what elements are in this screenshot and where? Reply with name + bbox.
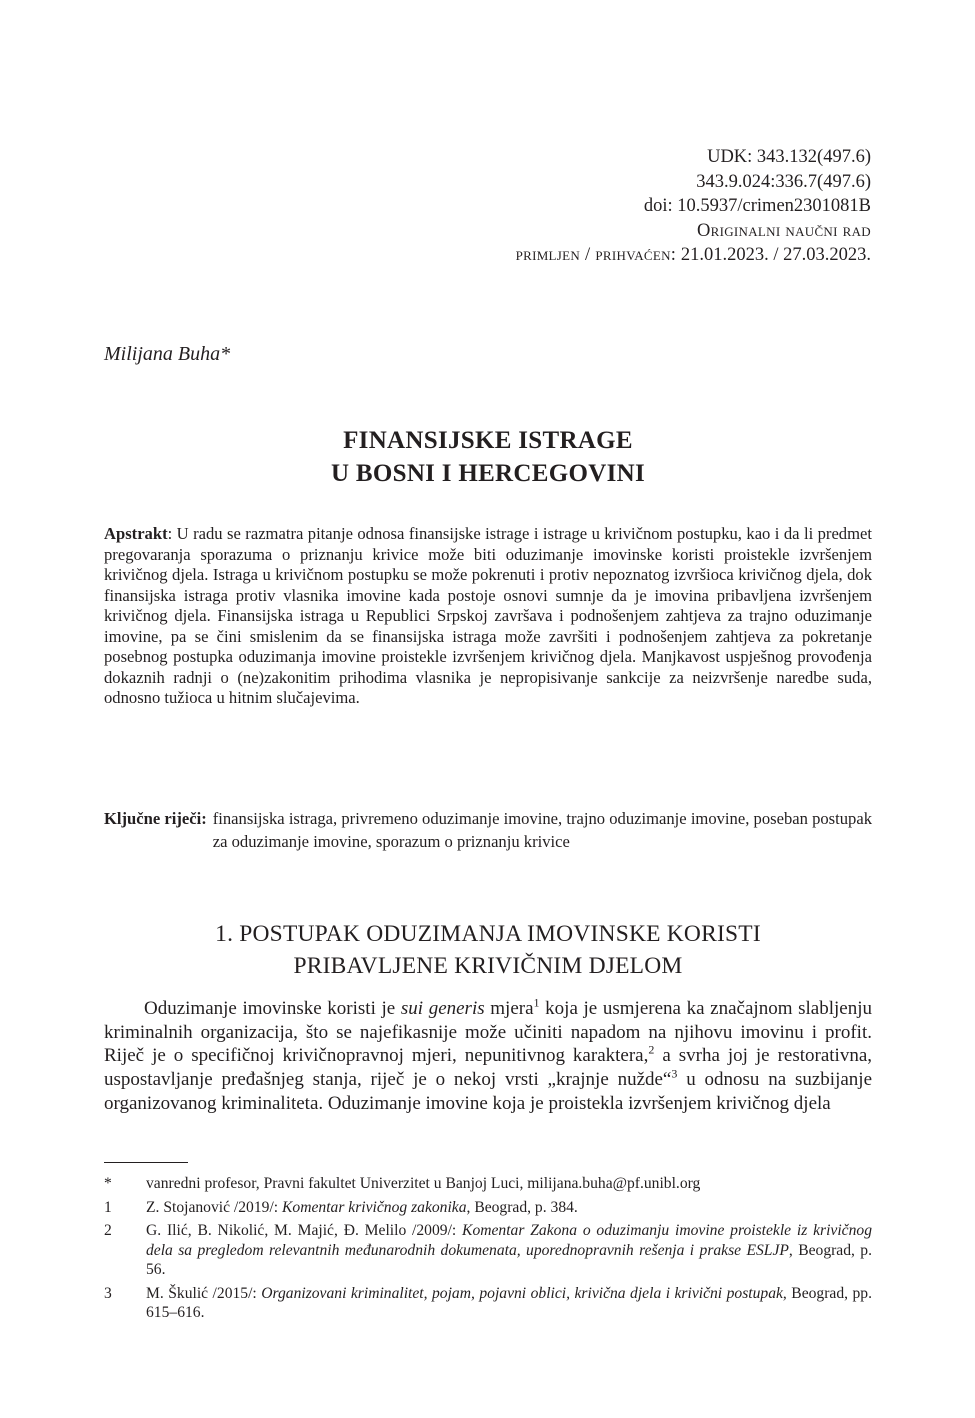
keywords bbox=[104, 807, 872, 853]
footnotes bbox=[104, 1174, 872, 1327]
udk-line-2: 343.9.024:336.7(497.6) bbox=[696, 171, 871, 192]
title-line-1: FINANSIJSKE ISTRAGE bbox=[343, 427, 633, 454]
footnote-3 bbox=[104, 1284, 872, 1323]
abstract-label: Apstrakt bbox=[104, 524, 168, 543]
footnote-1 bbox=[104, 1198, 872, 1218]
footnote-citation: Z. Stojanović /2019/: bbox=[146, 1198, 283, 1216]
author-footnote-mark: * bbox=[220, 343, 231, 365]
footnote-mark: 2 bbox=[104, 1222, 112, 1239]
body-text-segment: u odnosu na suzbijanje organizovanog kriminaliteta. Oduzimanje imovine koja je proistekla izvršenjem krivičnog djela bbox=[104, 1069, 873, 1114]
body-paragraph bbox=[104, 997, 872, 1116]
udk-line-1: UDK: 343.132(497.6) bbox=[707, 147, 871, 167]
paper-title bbox=[104, 424, 872, 490]
article-type: Originalni naučni rad bbox=[696, 220, 871, 241]
section-heading-line-2: PRIBAVLJENE KRIVIČNIM DJELOM bbox=[293, 953, 683, 979]
received-label: primljen / prihvaćen: bbox=[515, 245, 677, 265]
section-heading-line-1: 1. POSTUPAK ODUZIMANJA IMOVINSKE KORISTI bbox=[215, 921, 761, 947]
footnote-citation: , Beograd, pp. 615–616. bbox=[146, 1284, 872, 1321]
footnote-divider bbox=[104, 1162, 188, 1163]
footnote-mark: * bbox=[104, 1175, 112, 1192]
author-name: Milijana Buha bbox=[104, 343, 221, 365]
footnote-ref-1[interactable]: 1 bbox=[533, 995, 540, 1010]
body-text-segment: a svrha joj je restorativna, uspostavljanje pređašnjeg stanja, riječ je o nekoj vrsti „krajnje nužde“ bbox=[104, 1045, 873, 1091]
body-text-segment: Oduzimanje imovinske koristi je bbox=[144, 998, 401, 1019]
footnote-ref-2[interactable]: 2 bbox=[648, 1043, 655, 1058]
footnote-text bbox=[146, 1198, 872, 1218]
body-text-segment: mjera bbox=[484, 998, 534, 1019]
footnote-citation: G. Ilić, B. Nikolić, M. Majić, Đ. Melilo /2009/: bbox=[146, 1222, 463, 1239]
footnote-work-title: Organizovani kriminalitet, pojam, pojavni oblici, krivična djela i krivični postupak bbox=[261, 1284, 783, 1302]
footnote-text bbox=[146, 1221, 872, 1280]
keywords-label: Ključne riječi: bbox=[104, 809, 207, 828]
footnote-text: vanredni profesor, Pravni fakultet Univerzitet u Banjoj Luci, milijana.buha@pf.unibl.org bbox=[146, 1175, 701, 1192]
keywords-text: finansijska istraga, privremeno oduzimanje imovine, trajno oduzimanje imovine, poseban postupak za oduzimanje imovine, sporazum o priznanju krivice bbox=[212, 809, 872, 851]
footnote-citation: , Beograd, p. 56. bbox=[146, 1241, 872, 1278]
footnote-citation: M. Škulić /2015/: bbox=[146, 1284, 262, 1302]
body-italic-term: sui generis bbox=[400, 998, 485, 1019]
footnote-work-title: Komentar Zakona o oduzimanju imovine proistekle iz krivičnog dela sa pregledom relevantnih međunarodnih dokumenata, uporednopravnih rešenja i prakse ESLJP bbox=[146, 1222, 872, 1259]
footnote-text bbox=[146, 1284, 872, 1323]
received-accepted-line bbox=[516, 243, 871, 268]
footnote-author bbox=[104, 1174, 872, 1194]
body-text-segment: koja je usmjerena ka značajnom slabljenju kriminalnih organizacija, što se najefikasnije može učiniti napadom na njihovu imovinu i profit. Riječ je o specifičnoj krivičnopravnoj mjeri, nepunitivnog karaktera, bbox=[104, 998, 872, 1067]
footnote-work-title: Komentar krivičnog zakonika bbox=[282, 1198, 467, 1216]
footnote-2 bbox=[104, 1221, 872, 1280]
doi: doi: 10.5937/crimen2301081B bbox=[643, 196, 871, 216]
author-line bbox=[104, 343, 230, 366]
article-metadata bbox=[516, 145, 871, 268]
abstract bbox=[104, 524, 872, 709]
title-line-2: U BOSNI I HERCEGOVINI bbox=[330, 460, 645, 487]
footnote-citation: , Beograd, p. 384. bbox=[466, 1198, 578, 1216]
footnote-mark: 1 bbox=[104, 1198, 112, 1216]
abstract-text: : U radu se razmatra pitanje odnosa finansijske istrage i istrage u krivičnom postupku, kao i da li predmet pregovaranja sporazuma o priznanju krivice može biti oduzimanje imovinske koristi proistekle izvršenjem krivičnog djela. Istraga u krivičnom postupku se može pokrenuti i protiv nepoznatog izvršioca krivičnog djela, dok finansijska istraga protiv vlasnika imovine kada postoje osnovi sumnje da je imovina pribavljena izvršenjem krivičnog djela. Finansijska istraga u Republici Srpskoj završava i podnošenjem zahtjeva za trajno oduzimanje imovine, pa se čini smislenim da se finansijska istraga može završiti i podnošenjem zahtjeva za pokretanje posebnog postupka oduzimanja imovine proistekle izvršenjem krivičnog djela. Manjkavost uspješnog provođenja dokaznih radnji o (ne)zakonitim prihodima vlasnika je nepropisivanje sankcije za neizvršenje naredbe suda, odnosno tužioca u hitnim slučajevima. bbox=[104, 524, 872, 707]
footnote-mark: 3 bbox=[104, 1284, 112, 1302]
section-heading bbox=[104, 918, 872, 982]
received-dates: 21.01.2023. / 27.03.2023. bbox=[676, 245, 871, 265]
footnote-ref-3[interactable]: 3 bbox=[671, 1066, 678, 1081]
